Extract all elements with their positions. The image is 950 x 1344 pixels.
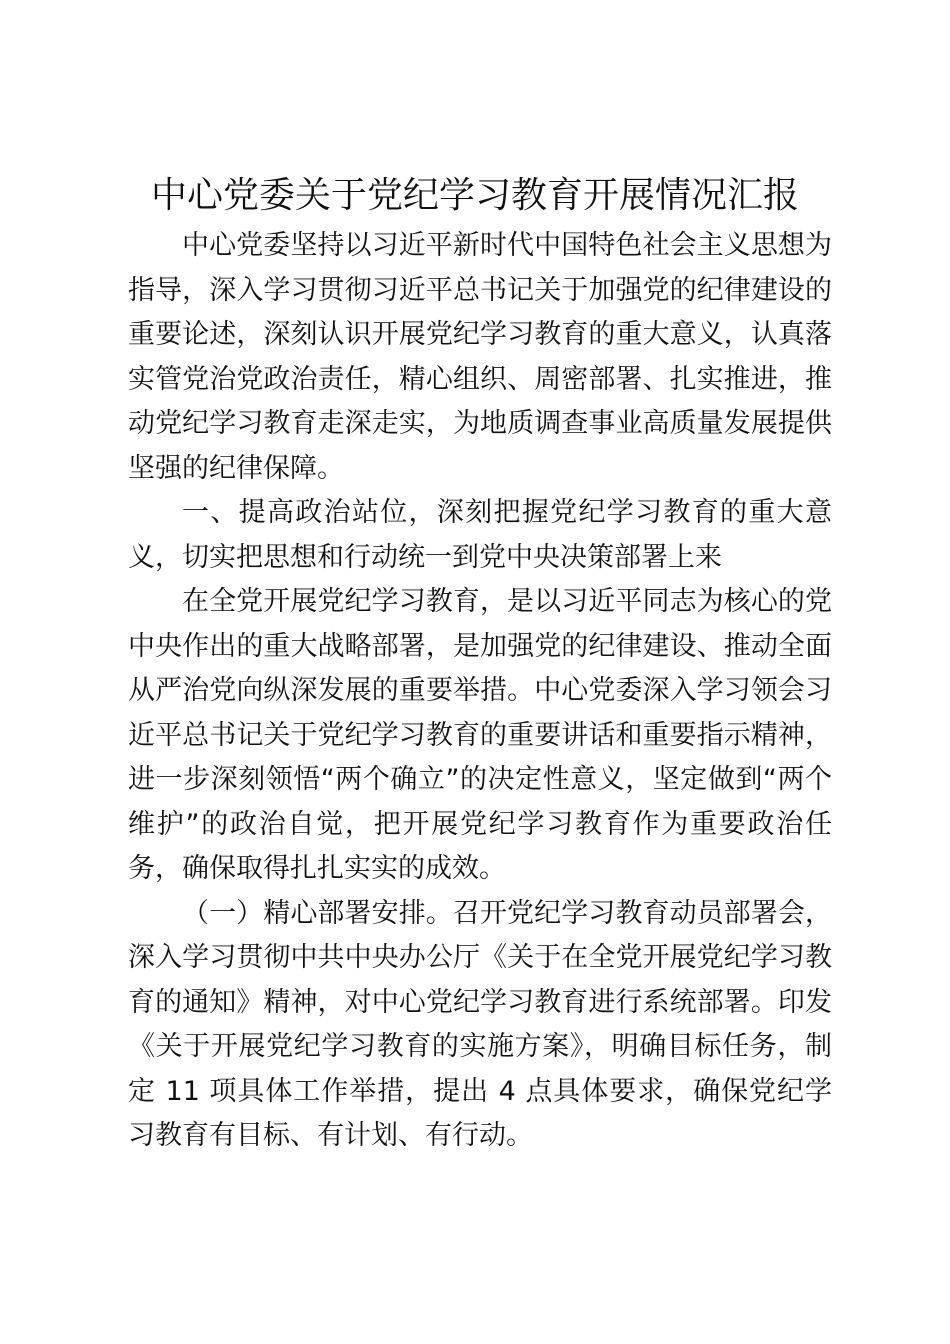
document-body — [128, 224, 832, 1159]
subsection-1-paragraph: （一）精心部署安排。召开党纪学习教育动员部署会，深入学习贯彻中共中央办公厅《关于在全党开展党纪学习教育的通知》精神，对中心党纪学习教育进行系统部署。印发《关于开展党纪学习教育的实施方案》，明确目标任务，制定 11 项具体工作举措，提出 4 点具体要求，确保党纪学习教育有目标、有计划、有行动。 — [128, 897, 832, 1151]
section-heading-1: 一、提高政治站位，深刻把握党纪学习教育的重大意义，切实把思想和行动统一到党中央决策部署上来 — [128, 497, 832, 573]
document-title: 中心党委关于党纪学习教育开展情况汇报 — [150, 175, 799, 216]
section-1-paragraph: 在全党开展党纪学习教育，是以习近平同志为核心的党中央作出的重大战略部署，是加强党的纪律建设、推动全面从严治党向纵深发展的重要举措。中心党委深入学习领会习近平总书记关于党纪学习教育的重要讲话和重要指示精神，进一步深刻领悟“两个确立”的决定性意义，坚定做到“两个维护”的政治自觉，把开展党纪学习教育作为重要政治任务，确保取得扎扎实实的成效。 — [128, 586, 832, 884]
intro-paragraph: 中心党委坚持以习近平新时代中国特色社会主义思想为指导，深入学习贯彻习近平总书记关于加强党的纪律建设的重要论述，深刻认识开展党纪学习教育的重大意义，认真落实管党治党政治责任，精心组织、周密部署、扎实推进，推动党纪学习教育走深走实，为地质调查事业高质量发展提供坚强的纪律保障。 — [128, 230, 832, 484]
